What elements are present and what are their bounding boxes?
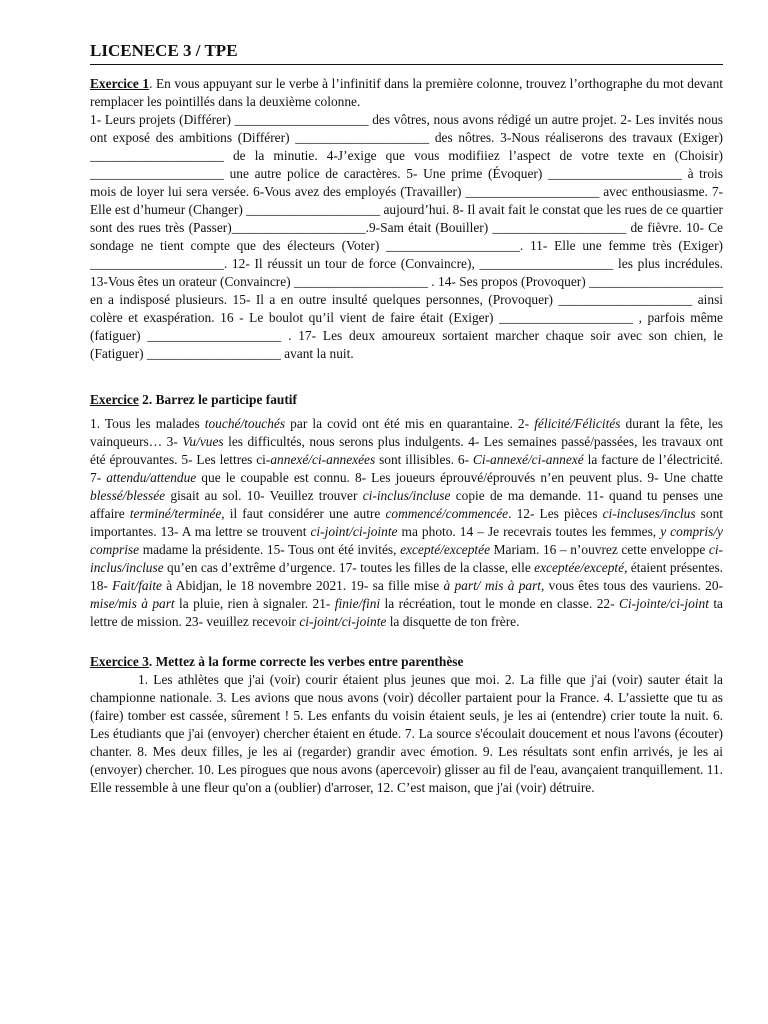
- exercise-2-text: qu’en cas d’extrême d’urgence. 17- toutes les filles de la classe, elle: [163, 560, 535, 575]
- participle-choice: à part/ mis à part: [443, 578, 542, 593]
- participle-choice: blessé/blessée: [90, 488, 166, 503]
- exercise-2-body: [90, 415, 723, 631]
- exercise-1-intro: [90, 75, 723, 111]
- exercise-2-text: madame la présidente. 15- Tous ont été invités,: [139, 542, 401, 557]
- exercise-2-title: [90, 391, 723, 409]
- exercise-3-heading: Exercice 3: [90, 654, 149, 669]
- participle-choice: Ci-jointe/ci-joint: [618, 596, 709, 611]
- exercise-2-text: copie de ma demande. 11- quand tu penses une affaire: [90, 488, 723, 521]
- exercise-2-text: , étaient présentes. 18-: [90, 560, 724, 593]
- exercise-2-text: gisait au sol. 10- Veuillez trouver: [165, 488, 363, 503]
- exercise-2-text: la facture de l’électricité. 7-: [90, 452, 723, 485]
- exercise-2: [90, 391, 723, 631]
- participle-choice: touché/touchés: [204, 416, 286, 431]
- participle-choice: ci-inclus/incluse: [90, 542, 724, 575]
- participle-choice: terminé/terminée: [129, 506, 222, 521]
- document-title: LICENECE 3 / TPE: [90, 40, 723, 65]
- exercise-1-body: 1- Leurs projets (Différer) ____________________ des vôtres, nous avons rédigé un autre projet. 2- Les invités nous ont exposé des ambitions (Différer) ____________________ des nôtres. 3-Nous réaliserons des travaux (Exiger) ____________________ de la minutie. 4-J’exige que vous modifiiez l’aspect de votre texte en (Choisir) ____________________ une autre police de caractères. 5- Une prime (Évoquer) ____________________ à trois mois de loyer lui sera versée. 6-Vous avez des employés (Travailler) ____________________ avec enthousiasme. 7-Elle est d’humeur (Changer) ____________________ aujourd’hui. 8- Il avait fait le constat que les rues de ce quartier sont des rues très (Passer)____________________.9-Sam était (Bouiller) ____________________ de fièvre. 10- Ce sondage ne tient compte que des électeurs (Voter) ____________________. 11- Elle une femme très (Exiger) ____________________. 12- Il réussit un tour de force (Convaincre), ____________________ les plus incrédules. 13-Vous êtes un orateur (Convaincre) ____________________ . 14- Ses propos (Provoquer) ____________________ en a indisposé plusieurs. 15- Il a en outre insulté quelques personnes, (Provoquer) ____________________ ainsi colère et exaspération. 16 - Le boulot qu’il vient de faire était (Exiger) ____________________ , parfois même (fatiguer) ____________________ . 17- Les deux amoureux sortaient marcher chaque soir avec son chien, le (Fatiguer) ____________________ avant la nuit.: [90, 112, 723, 361]
- participle-choice: exceptée/excepté: [534, 560, 625, 575]
- participle-choice: y compris/y comprise: [90, 524, 723, 557]
- exercise-3-title: [90, 653, 723, 671]
- exercise-2-text: la récréation, tout le monde en classe. 22-: [380, 596, 619, 611]
- participle-choice: annexé/ci-annexées: [270, 452, 376, 467]
- exercise-2-text: la pluie, rien à signaler. 21-: [174, 596, 335, 611]
- exercise-2-text: que le coupable est connu. 8- Les joueurs éprouvé/éprouvés n’en peuvent plus. 9- Une chatte: [196, 470, 723, 485]
- exercise-1-instruction: . En vous appuyant sur le verbe à l’infinitif dans la première colonne, trouvez l’orthographe du mot devant remplacer les pointillés dans la deuxième colonne.: [90, 76, 723, 109]
- exercise-2-text: durant la fête, les vainqueurs… 3-: [90, 416, 723, 449]
- exercise-2-text: . 12- Les pièces: [508, 506, 603, 521]
- exercise-2-heading: Exercice: [90, 392, 139, 407]
- exercise-2-text: par la covid ont été mis en quarantaine. 2-: [285, 416, 535, 431]
- participle-choice: ci-joint/ci-jointe: [310, 524, 398, 539]
- participle-choice: Fait/faite: [112, 578, 162, 593]
- participle-choice: Vu/vues: [182, 434, 224, 449]
- exercise-3: [90, 653, 723, 797]
- exercise-3-instruction: . Mettez à la forme correcte les verbes entre parenthèse: [148, 654, 464, 669]
- exercise-2-text: sont importantes. 13- A ma lettre se trouvent: [90, 506, 723, 539]
- exercise-2-text: sont illisibles. 6-: [375, 452, 473, 467]
- exercise-1-heading: Exercice 1: [90, 76, 150, 91]
- exercise-2-text: , il faut considérer une autre: [221, 506, 386, 521]
- exercise-2-text: ta lettre de mission. 23- veuillez recevoir: [90, 596, 724, 629]
- participle-choice: Ci-annexé/ci-annexé: [472, 452, 584, 467]
- participle-choice: ci-inclus/incluse: [362, 488, 451, 503]
- exercise-1: [90, 75, 723, 363]
- exercise-2-text: les difficultés, nous serons plus indulgents. 4- Les semaines passé/passées, les travaux ont été éprouvantes. 5- Les lettres ci-: [90, 434, 723, 467]
- participle-choice: mise/mis à part: [90, 596, 175, 611]
- participle-choice: ci-joint/ci-jointe: [299, 614, 387, 629]
- participle-choice: excepté/exceptée: [400, 542, 491, 557]
- exercise-2-text: Mariam. 16 – n’ouvrez cette enveloppe: [490, 542, 709, 557]
- exercise-2-text: ma photo. 14 – Je recevrais toutes les femmes,: [397, 524, 661, 539]
- participle-choice: commencé/commencée: [385, 506, 509, 521]
- exercise-2-text: , vous êtes tous des vauriens. 20-: [541, 578, 723, 593]
- exercise-2-text: à Abidjan, le 18 novembre 2021. 19- sa fille mise: [162, 578, 444, 593]
- exercise-3-body: 1. Les athlètes que j'ai (voir) courir étaient plus jeunes que moi. 2. La fille que j'ai (voir) sauter était la championne nationale. 3. Les avions que nous avons (voir) décoller partaient pour la France. 4. L’assiette que tu as (faire) tomber est cassée, sûrement ! 5. Les enfants du voisin étaient seuls, je les ai (entendre) crier toute la nuit. 6. Les étudiants que j'ai (envoyer) chercher étaient en étude. 7. La source s'écoulait doucement et nous l'avons (écouter) chanter. 8. Mes deux filles, je les ai (regarder) grandir avec émotion. 9. Les résultats sont enfin arrivés, je les ai (envoyer) chercher. 10. Les pirogues que nous avons (apercevoir) glisser au fil de l'eau, avançaient tranquillement. 11. Elle ressemble à une fleur qu'on a (oublier) d'arroser, 12. C’est maison, que j'ai (voir) détruire.: [90, 672, 723, 795]
- participle-choice: attendu/attendue: [106, 470, 197, 485]
- participle-choice: félicité/Félicités: [534, 416, 621, 431]
- exercise-2-text: la disquette de ton frère.: [386, 614, 520, 629]
- participle-choice: ci-incluses/inclus: [602, 506, 696, 521]
- participle-choice: finie/fini: [334, 596, 381, 611]
- exercise-2-instruction: 2. Barrez le participe fautif: [138, 392, 297, 407]
- exercise-2-text: 1. Tous les malades: [90, 416, 205, 431]
